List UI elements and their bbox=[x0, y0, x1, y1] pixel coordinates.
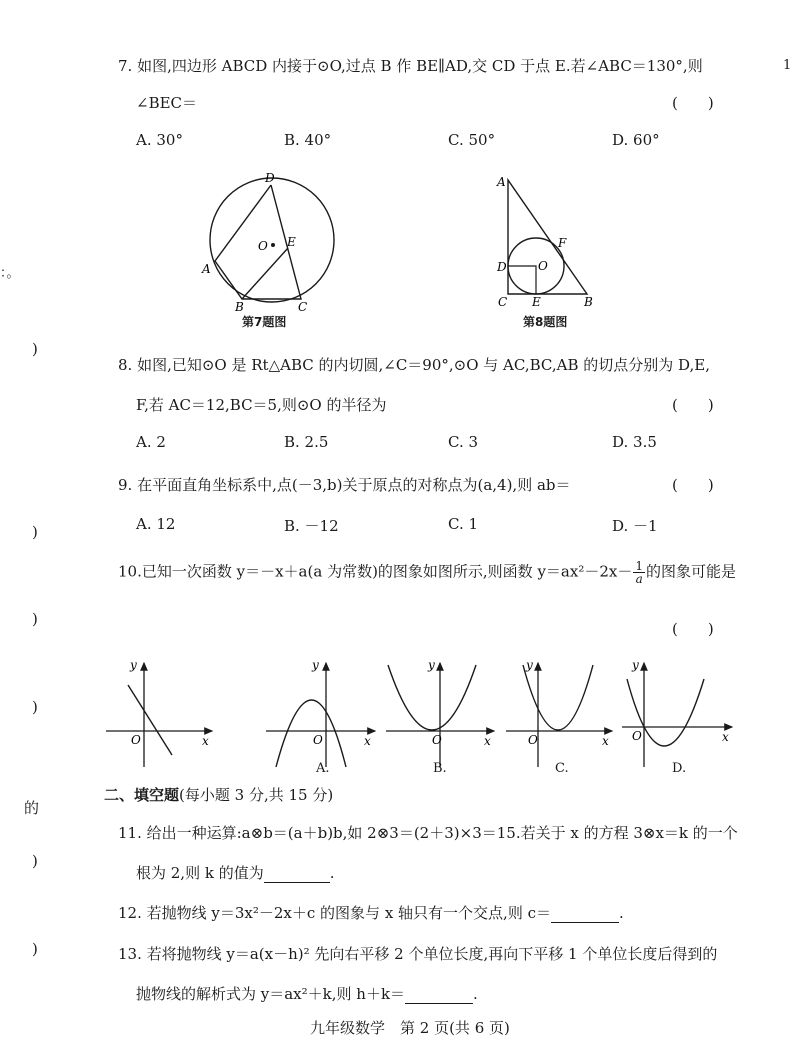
q10-fraction bbox=[633, 560, 645, 585]
q13-line2-text: 抛物线的解析式为 y＝ax²＋k,则 h＋k＝ bbox=[136, 985, 406, 1003]
q10-origin: O bbox=[131, 733, 141, 747]
q7-center-dot bbox=[271, 243, 275, 247]
page-footer: 九年级数学 第 2 页(共 6 页) bbox=[310, 1019, 510, 1037]
q9-option-c: C. 1 bbox=[448, 515, 479, 533]
section2-title: 二、填空题 bbox=[104, 786, 180, 804]
q10-label-a: A. bbox=[316, 761, 330, 776]
q9-line1: 9. 在平面直角坐标系中,点(－3,b)关于原点的对称点为(a,4),则 ab＝ bbox=[118, 476, 571, 494]
q13-line1: 13. 若将抛物线 y＝a(x－h)² 先向右平移 2 个单位长度,再向下平移 1 个单位长度后得到的 bbox=[118, 945, 718, 963]
q8-triangle bbox=[508, 180, 587, 294]
q10-graphs bbox=[100, 655, 740, 775]
q7-figure bbox=[195, 168, 345, 318]
q8-label-b: B bbox=[584, 295, 593, 309]
q8-line1: 8. 如图,已知⊙O 是 Rt△ABC 的内切圆,∠C＝90°,⊙O 与 AC,BC,AB 的切点分别为 D,E, bbox=[118, 356, 710, 374]
q10-answer-paren: ( ) bbox=[672, 620, 714, 638]
svg-text:y: y bbox=[312, 658, 319, 672]
q7-label-c: C bbox=[298, 300, 308, 314]
q11-line2: 根为 2,则 k 的值为 . bbox=[136, 864, 335, 882]
q10-fraction-num: 1 bbox=[635, 559, 643, 573]
q7-label-d: D bbox=[265, 171, 275, 185]
q10-graph-c bbox=[506, 658, 612, 767]
margin-mark-7: ) bbox=[32, 852, 38, 870]
q8-label-a: A bbox=[497, 175, 506, 189]
q12-line1 bbox=[118, 902, 624, 923]
q7-answer-paren: ( ) bbox=[672, 94, 714, 112]
margin-mark-1: ：。 bbox=[0, 266, 20, 281]
svg-text:O: O bbox=[632, 729, 642, 743]
q13-line2 bbox=[136, 983, 478, 1004]
section2-note: (每小题 3 分,共 15 分) bbox=[179, 786, 334, 804]
q7-circle bbox=[210, 178, 334, 302]
q7-option-b: B. 40° bbox=[284, 131, 332, 149]
q10-axis-y: y bbox=[130, 658, 137, 672]
q12-text: 12. 若抛物线 y＝3x²－2x＋c 的图象与 x 轴只有一个交点,则 c＝ bbox=[118, 904, 551, 922]
q9-option-d: D. －1 bbox=[612, 517, 658, 535]
q7-label-o: O bbox=[258, 239, 268, 253]
q7-line2: ∠BEC＝ bbox=[136, 94, 198, 112]
q8-label-o: O bbox=[538, 259, 548, 273]
q8-caption: 第8题图 bbox=[523, 315, 568, 329]
q8-answer-paren: ( ) bbox=[672, 396, 714, 414]
q10-axis-x: x bbox=[202, 734, 209, 748]
q9-option-b: B. －12 bbox=[284, 517, 339, 535]
svg-text:O: O bbox=[528, 733, 538, 747]
q7-caption: 第7题图 bbox=[242, 315, 287, 329]
q11-line2-text: 根为 2,则 k 的值为 bbox=[136, 864, 264, 882]
margin-mark-5: ) bbox=[32, 698, 38, 716]
q10-line1-start: 10.已知一次函数 y＝－x＋a(a 为常数)的图象如图所示,则函数 y＝ax²－2x－ bbox=[118, 562, 633, 581]
svg-text:x: x bbox=[364, 734, 371, 748]
q8-line2: F,若 AC＝12,BC＝5,则⊙O 的半径为 bbox=[136, 396, 387, 414]
svg-text:x: x bbox=[602, 734, 609, 748]
q11-line1: 11. 给出一种运算:a⊗b＝(a＋b)b,如 2⊗3＝(2＋3)×3＝15.若关于 x 的方程 3⊗x＝k 的一个 bbox=[118, 824, 738, 842]
q7-option-d: D. 60° bbox=[612, 131, 660, 149]
q9-option-a: A. 12 bbox=[136, 515, 176, 533]
q10-label-d: D. bbox=[672, 761, 687, 776]
q8-option-a: A. 2 bbox=[136, 433, 166, 451]
q7-label-a: A bbox=[202, 262, 211, 276]
q7-option-a: A. 30° bbox=[136, 131, 183, 149]
q8-option-c: C. 3 bbox=[448, 433, 479, 451]
svg-text:y: y bbox=[428, 658, 435, 672]
q11-answer-blank[interactable] bbox=[264, 864, 330, 883]
q10-line1-end: 的图象可能是 bbox=[646, 562, 737, 581]
svg-text:O: O bbox=[313, 733, 323, 747]
q13-answer-blank[interactable] bbox=[405, 985, 473, 1004]
q9-answer-paren: ( ) bbox=[672, 476, 714, 494]
q13-period: . bbox=[473, 985, 478, 1003]
svg-text:x: x bbox=[722, 730, 729, 744]
q10-graph-d bbox=[622, 658, 732, 767]
svg-text:y: y bbox=[526, 658, 533, 672]
q8-label-c: C bbox=[498, 295, 508, 309]
q8-option-b: B. 2.5 bbox=[284, 433, 329, 451]
svg-text:y: y bbox=[632, 658, 639, 672]
q8-label-d: D bbox=[497, 260, 507, 274]
q8-option-d: D. 3.5 bbox=[612, 433, 657, 451]
q10-line1 bbox=[118, 560, 736, 585]
svg-text:x: x bbox=[484, 734, 491, 748]
margin-mark-2: ) bbox=[32, 340, 38, 358]
q12-answer-blank[interactable] bbox=[551, 904, 619, 923]
margin-top-right-mark: 1 bbox=[783, 58, 792, 73]
section2-heading bbox=[104, 784, 333, 805]
q7-option-c: C. 50° bbox=[448, 131, 496, 149]
q10-given-linear-graph bbox=[106, 658, 212, 767]
margin-mark-8: ) bbox=[32, 940, 38, 958]
q8-label-e: E bbox=[532, 295, 541, 309]
q12-period: . bbox=[619, 904, 624, 922]
q10-label-b: B. bbox=[433, 761, 447, 776]
q8-figure bbox=[490, 170, 600, 312]
margin-mark-4: ) bbox=[32, 610, 38, 628]
margin-mark-6: 的 bbox=[24, 799, 40, 817]
q10-graph-a bbox=[266, 658, 375, 767]
svg-text:O: O bbox=[432, 733, 442, 747]
q7-label-b: B bbox=[235, 300, 244, 314]
q7-label-e: E bbox=[287, 235, 296, 249]
margin-mark-3: ) bbox=[32, 523, 38, 541]
q10-fraction-den: a bbox=[635, 572, 643, 586]
q10-label-c: C. bbox=[555, 761, 569, 776]
q7-segment-be bbox=[242, 248, 288, 299]
q10-graph-b bbox=[386, 658, 494, 767]
q7-line1: 7. 如图,四边形 ABCD 内接于⊙O,过点 B 作 BE∥AD,交 CD 于点 E.若∠ABC＝130°,则 bbox=[118, 57, 703, 75]
q8-label-f: F bbox=[558, 236, 567, 250]
